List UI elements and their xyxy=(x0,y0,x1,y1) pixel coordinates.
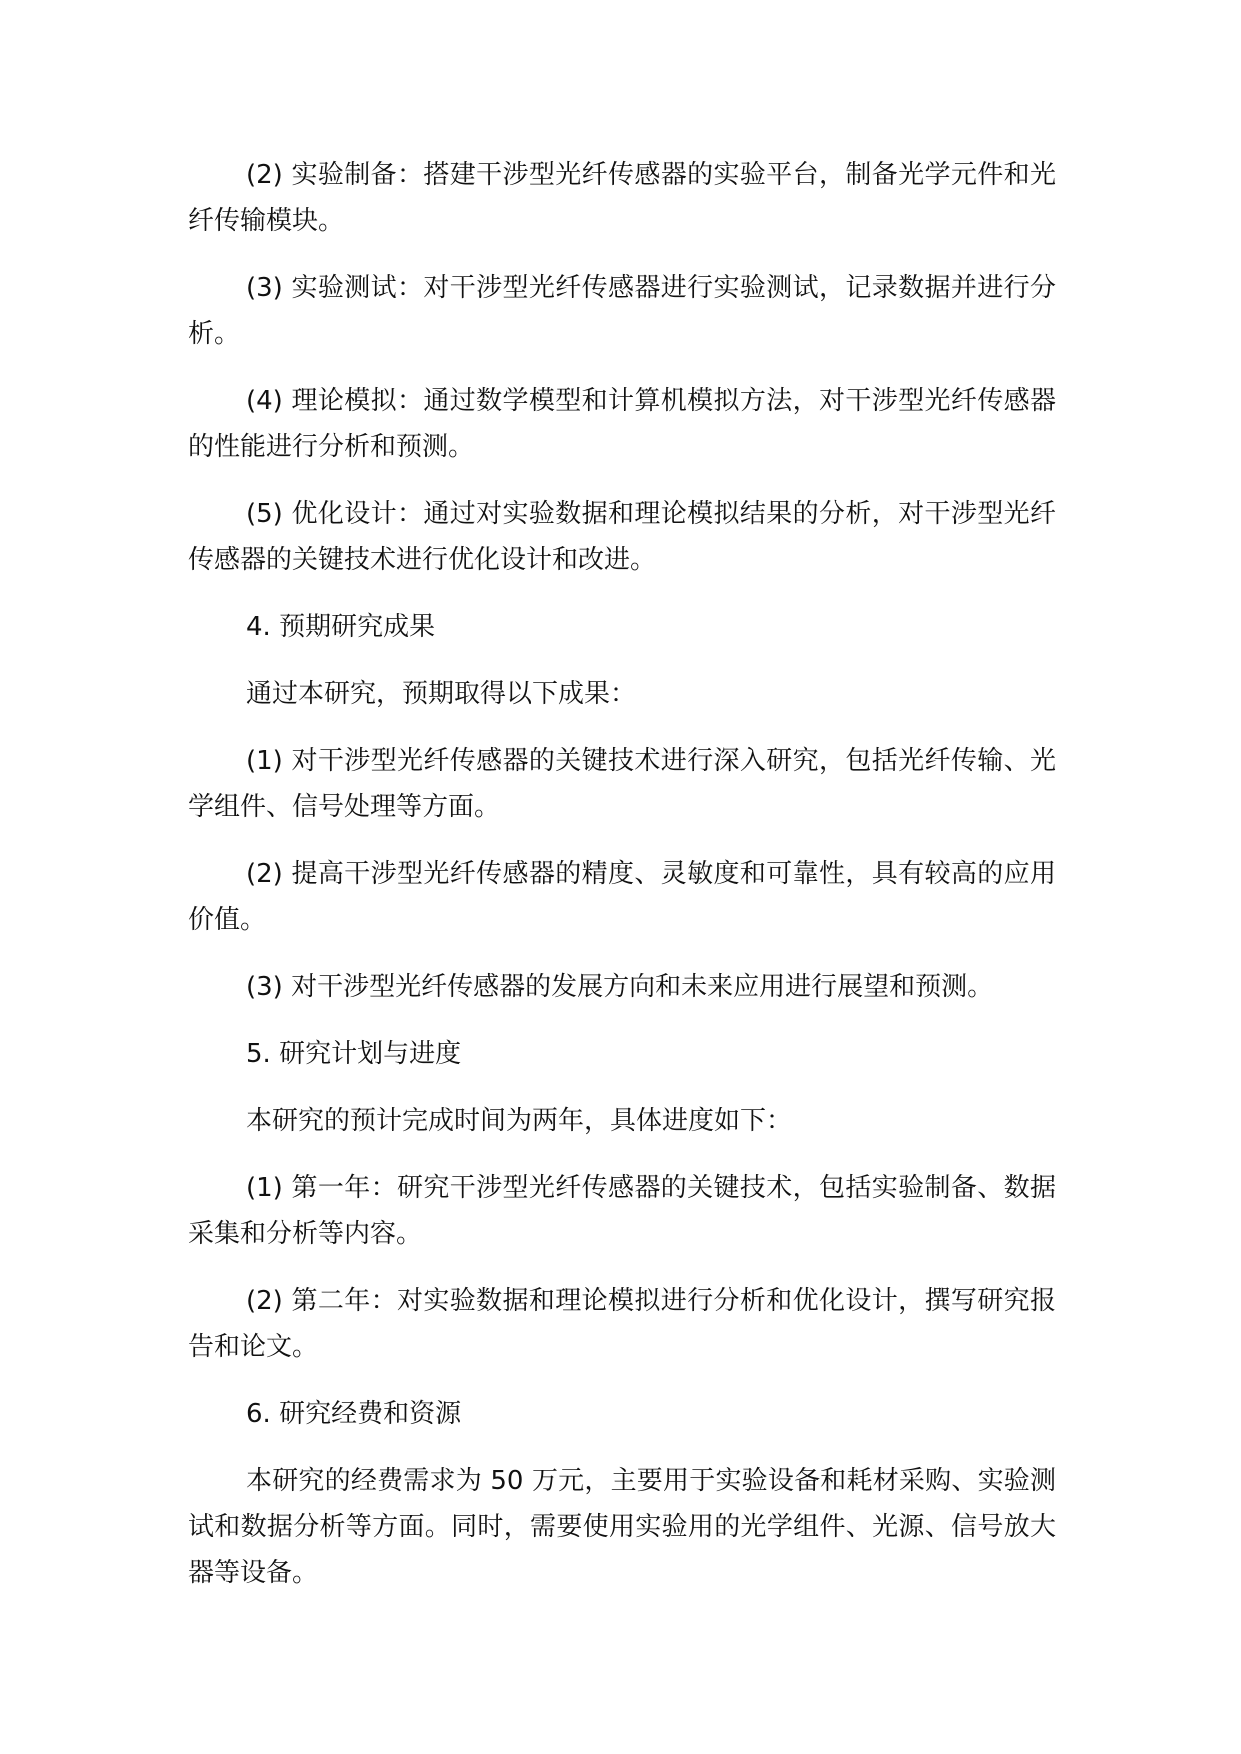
paragraph-optimization-design: (5) 优化设计：通过对实验数据和理论模拟结果的分析，对干涉型光纤传感器的关键技术进行优化设计和改进。 xyxy=(188,499,1056,575)
section-heading-expected-results: 4. 预期研究成果 xyxy=(246,612,436,642)
paragraph-plan-year-2: (2) 第二年：对实验数据和理论模拟进行分析和优化设计，撰写研究报告和论文。 xyxy=(188,1286,1056,1362)
paragraph-plan-intro: 本研究的预计完成时间为两年，具体进度如下： xyxy=(246,1106,793,1136)
paragraph-theory-simulation: (4) 理论模拟：通过数学模型和计算机模拟方法，对干涉型光纤传感器的性能进行分析和预测。 xyxy=(188,386,1056,462)
paragraph-experiment-testing: (3) 实验测试：对干涉型光纤传感器进行实验测试，记录数据并进行分析。 xyxy=(188,273,1056,349)
paragraph-expected-2: (2) 提高干涉型光纤传感器的精度、灵敏度和可靠性，具有较高的应用价值。 xyxy=(188,859,1056,935)
paragraph-expected-3: (3) 对干涉型光纤传感器的发展方向和未来应用进行展望和预测。 xyxy=(246,972,994,1002)
paragraph-funding: 本研究的经费需求为 50 万元，主要用于实验设备和耗材采购、实验测试和数据分析等方面。同时，需要使用实验用的光学组件、光源、信号放大器等设备。 xyxy=(188,1466,1056,1588)
document-body xyxy=(188,152,1056,1617)
section-heading-research-plan: 5. 研究计划与进度 xyxy=(246,1039,462,1069)
section-heading-funding: 6. 研究经费和资源 xyxy=(246,1399,462,1429)
paragraph-expected-1: (1) 对干涉型光纤传感器的关键技术进行深入研究，包括光纤传输、光学组件、信号处理等方面。 xyxy=(188,746,1056,822)
paragraph-plan-year-1: (1) 第一年：研究干涉型光纤传感器的关键技术，包括实验制备、数据采集和分析等内容。 xyxy=(188,1173,1056,1249)
paragraph-expected-intro: 通过本研究，预期取得以下成果： xyxy=(246,679,637,709)
paragraph-experiment-preparation: (2) 实验制备：搭建干涉型光纤传感器的实验平台，制备光学元件和光纤传输模块。 xyxy=(188,160,1056,236)
